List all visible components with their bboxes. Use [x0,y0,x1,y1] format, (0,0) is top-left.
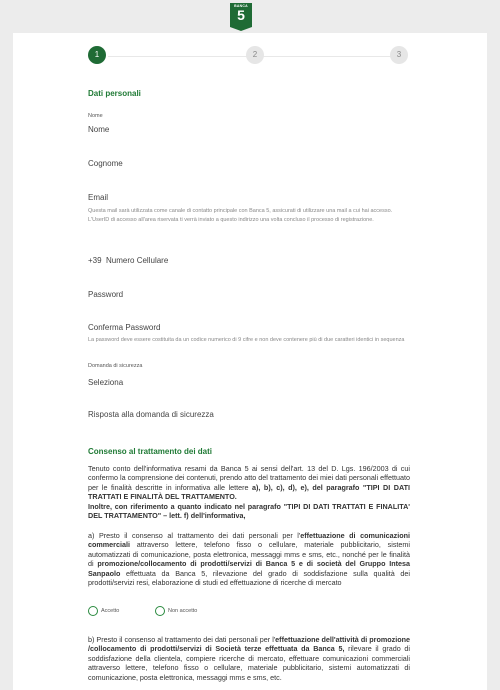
security-question-label: Domanda di sicurezza [88,363,143,369]
banca5-logo [230,3,252,27]
step-2[interactable]: 2 [246,46,264,64]
surname-field[interactable]: Cognome [88,159,123,168]
security-question-select[interactable]: Seleziona [88,378,124,387]
confirm-password-field[interactable]: Conferma Password [88,323,161,332]
consent-a-2-bold: promozione/collocamento di prodotti/servizi di Banca 5 e di società del Gruppo Intesa Sanpaolo [88,559,410,578]
consent-intro-2-bold: Inoltre, con riferimento a quanto indicato nel paragrafo "TIPI DI DATI TRATTATI E FINALITA' DEL TRATTAMENTO" – lett. f) dell'informativa, [88,501,410,521]
consent-a-text [88,531,410,587]
consent-a-decline-radio[interactable] [155,606,197,616]
stepper [88,46,408,66]
phone-field[interactable] [88,256,168,265]
consent-a-1-bold: effettuazione di comunicazioni commerciali [88,531,410,550]
radio-circle-icon [88,606,98,616]
consent-b-1-bold: effettuazione dell'attività di promozione /collocamento di prodotti/servizi di Società terze effettuata da Banca 5, [88,635,410,654]
password-field[interactable]: Password [88,290,124,299]
personal-data-title: Dati personali [88,89,141,98]
consent-intro-text: Tenuto conto dell'informativa resami da Banca 5 ai sensi dell'art. 13 del D. Lgs. 196/2003 di cui confermo la comprensione dei contenuti, prendo atto del trattamento dei miei dati personali effettuato per le finalità descritte in informativa alle lettere [88,464,410,492]
logo-number: 5 [237,7,245,23]
consent-a-3: effettuata da Banca 5, rilevazione del grado di soddisfazione sulla qualità dei prodotti/servizi resi, elaborazione di studi ed effettuazione di ricerche di mercato [88,568,410,588]
consent-a-1: a) Presto il consenso al trattamento dei dati personali per l' [88,531,301,540]
accept-label: Accetto [101,608,120,614]
consent-title: Consenso al trattamento dei dati [88,447,213,456]
radio-circle-icon [155,606,165,616]
logo-top-text: BANCA [234,4,248,8]
phone-prefix: +39 [88,256,102,265]
consent-intro-bold: a), b), c), d), e), del paragrafo "TIPI DI DATI TRATTATI E FINALITÀ DEL TRATTAMENTO. [88,482,410,502]
consent-b-2: rilevare il grado di soddisfazione della clientela, compiere ricerche di mercato, effettuare comunicazioni commerciali attraverso lettere, telefono fisso o cellulare, materiale pubblicitario, sistemi automatizzati di comunicazione, posta elettronica, messaggi mms e sms, etc. [88,644,410,682]
consent-b-text [88,635,410,682]
decline-label: Non accetto [168,608,198,614]
consent-a-accept-radio[interactable] [88,606,119,616]
consent-a-2: attraverso lettere, telefono fisso o cellulare, materiale pubblicitario, sistemi automatizzati di comunicazione, posta elettronica, messaggi mms e sms, etc., nonché per le finalità di [88,540,410,569]
email-hint: Questa mail sarà utilizzata come canale di contatto principale con Banca 5, assicurati di utilizzare una mail a cui hai accesso. L'UserID di accesso all'area riservata ti verrà inviato a questo indirizzo una volta concluso il processo di registrazione. [88,208,393,223]
email-field[interactable]: Email [88,193,109,202]
step-3[interactable]: 3 [390,46,408,64]
security-answer-field[interactable]: Risposta alla domanda di sicurezza [88,410,214,419]
name-field[interactable]: Nome [88,125,110,134]
consent-b-1: b) Presto il consenso al trattamento dei dati personali per l' [88,635,276,644]
password-hint: La password deve essere costituita da un codice numerico di 9 cifre e non deve contenere più di due caratteri identici in sequenza [88,337,405,343]
registration-card [13,33,487,690]
name-label: Nome [88,113,103,119]
consent-intro [88,464,410,520]
step-1[interactable]: 1 [88,46,106,64]
phone-placeholder: Numero Cellulare [106,256,169,265]
